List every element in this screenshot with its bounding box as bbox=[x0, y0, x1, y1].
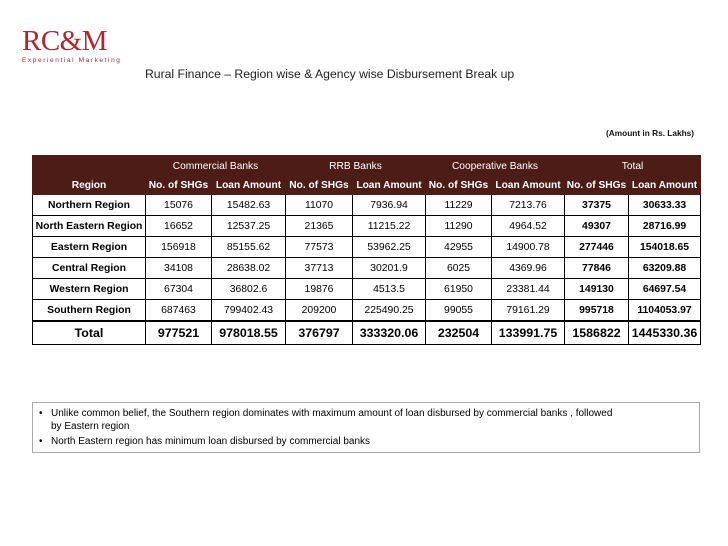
table-cell: 99055 bbox=[426, 300, 492, 322]
region-cell: Northern Region bbox=[33, 195, 146, 216]
column-header: Loan Amount bbox=[353, 177, 426, 195]
table-row bbox=[33, 300, 701, 322]
table-cell: 4369.96 bbox=[492, 258, 565, 279]
logo-tagline: Experiential Marketing bbox=[22, 57, 122, 64]
table-cell: 4513.5 bbox=[353, 279, 426, 300]
total-cell: 333320.06 bbox=[353, 321, 426, 345]
total-column-cell: 64697.54 bbox=[629, 279, 701, 300]
total-cell: 1586822 bbox=[565, 321, 629, 345]
page-title: Rural Finance – Region wise & Agency wise Disbursement Break up bbox=[145, 67, 515, 81]
logo-wordmark: RC&M bbox=[22, 25, 108, 57]
table-cell: 7936.94 bbox=[353, 195, 426, 216]
region-cell: North Eastern Region bbox=[33, 216, 146, 237]
group-header-row bbox=[33, 156, 701, 177]
total-column-cell: 63209.88 bbox=[629, 258, 701, 279]
group-header-cooperative: Cooperative Banks bbox=[426, 156, 565, 177]
table-cell: 6025 bbox=[426, 258, 492, 279]
table-cell: 15076 bbox=[146, 195, 212, 216]
table-cell: 11290 bbox=[426, 216, 492, 237]
total-cell: Total bbox=[33, 321, 146, 345]
table-cell: 12537.25 bbox=[212, 216, 286, 237]
region-cell: Central Region bbox=[33, 258, 146, 279]
table-row bbox=[33, 237, 701, 258]
total-cell: 1445330.36 bbox=[629, 321, 701, 345]
table-cell: 53962.25 bbox=[353, 237, 426, 258]
bullet: • bbox=[39, 408, 43, 419]
total-column-cell: 77846 bbox=[565, 258, 629, 279]
group-header-rrb: RRB Banks bbox=[286, 156, 426, 177]
table-cell: 209200 bbox=[286, 300, 353, 322]
table-cell: 77573 bbox=[286, 237, 353, 258]
group-header-commercial: Commercial Banks bbox=[146, 156, 286, 177]
total-column-cell: 995718 bbox=[565, 300, 629, 322]
table-row bbox=[33, 195, 701, 216]
table-cell: 14900.78 bbox=[492, 237, 565, 258]
table-cell: 16652 bbox=[146, 216, 212, 237]
column-header: Loan Amount bbox=[629, 177, 701, 195]
table-cell: 30201.9 bbox=[353, 258, 426, 279]
region-cell: Southern Region bbox=[33, 300, 146, 322]
total-column-cell: 277446 bbox=[565, 237, 629, 258]
note-line: by Eastern region bbox=[51, 421, 130, 432]
note-line: North Eastern region has minimum loan disbursed by commercial banks bbox=[51, 436, 371, 447]
table-cell: 42955 bbox=[426, 237, 492, 258]
table-cell: 4964.52 bbox=[492, 216, 565, 237]
region-cell: Western Region bbox=[33, 279, 146, 300]
total-cell: 977521 bbox=[146, 321, 212, 345]
table-cell: 11229 bbox=[426, 195, 492, 216]
total-row bbox=[33, 321, 701, 345]
column-header: No. of SHGs bbox=[565, 177, 629, 195]
table-cell: 799402.43 bbox=[212, 300, 286, 322]
bullet: • bbox=[39, 436, 43, 447]
table-cell: 61950 bbox=[426, 279, 492, 300]
table-cell: 37713 bbox=[286, 258, 353, 279]
column-header: No. of SHGs bbox=[286, 177, 353, 195]
note-item bbox=[39, 435, 371, 448]
total-column-cell: 1104053.97 bbox=[629, 300, 701, 322]
table-cell: 85155.62 bbox=[212, 237, 286, 258]
table-cell: 11070 bbox=[286, 195, 353, 216]
table-cell: 67304 bbox=[146, 279, 212, 300]
table-cell: 225490.25 bbox=[353, 300, 426, 322]
column-header: No. of SHGs bbox=[426, 177, 492, 195]
total-column-cell: 28716.99 bbox=[629, 216, 701, 237]
table-cell: 36802.6 bbox=[212, 279, 286, 300]
table-cell: 7213.76 bbox=[492, 195, 565, 216]
column-header: Loan Amount bbox=[212, 177, 286, 195]
unit-note: (Amount in Rs. Lakhs) bbox=[606, 128, 695, 138]
region-cell: Eastern Region bbox=[33, 237, 146, 258]
note-item bbox=[39, 407, 613, 433]
total-cell: 978018.55 bbox=[212, 321, 286, 345]
total-cell: 232504 bbox=[426, 321, 492, 345]
table-cell: 156918 bbox=[146, 237, 212, 258]
table-cell: 15482.63 bbox=[212, 195, 286, 216]
total-cell: 133991.75 bbox=[492, 321, 565, 345]
table-cell: 23381.44 bbox=[492, 279, 565, 300]
table-row bbox=[33, 216, 701, 237]
group-header-total: Total bbox=[565, 156, 701, 177]
notes-box bbox=[32, 402, 700, 453]
group-header-blank bbox=[33, 156, 146, 177]
column-header: Region bbox=[33, 177, 146, 195]
column-header: Loan Amount bbox=[492, 177, 565, 195]
column-header-row bbox=[33, 177, 701, 195]
column-header: No. of SHGs bbox=[146, 177, 212, 195]
table-cell: 79161.29 bbox=[492, 300, 565, 322]
total-cell: 376797 bbox=[286, 321, 353, 345]
total-column-cell: 30633.33 bbox=[629, 195, 701, 216]
total-column-cell: 37375 bbox=[565, 195, 629, 216]
company-logo bbox=[22, 26, 122, 64]
table-row bbox=[33, 258, 701, 279]
disbursement-table bbox=[32, 155, 701, 345]
note-line: Unlike common belief, the Southern region dominates with maximum amount of loan disbursed by commercial banks , followed bbox=[51, 408, 613, 419]
table-cell: 28638.02 bbox=[212, 258, 286, 279]
total-column-cell: 149130 bbox=[565, 279, 629, 300]
table-row bbox=[33, 279, 701, 300]
table-cell: 34108 bbox=[146, 258, 212, 279]
table-cell: 11215.22 bbox=[353, 216, 426, 237]
total-column-cell: 49307 bbox=[565, 216, 629, 237]
total-column-cell: 154018.65 bbox=[629, 237, 701, 258]
table-cell: 687463 bbox=[146, 300, 212, 322]
table-cell: 19876 bbox=[286, 279, 353, 300]
table-cell: 21365 bbox=[286, 216, 353, 237]
